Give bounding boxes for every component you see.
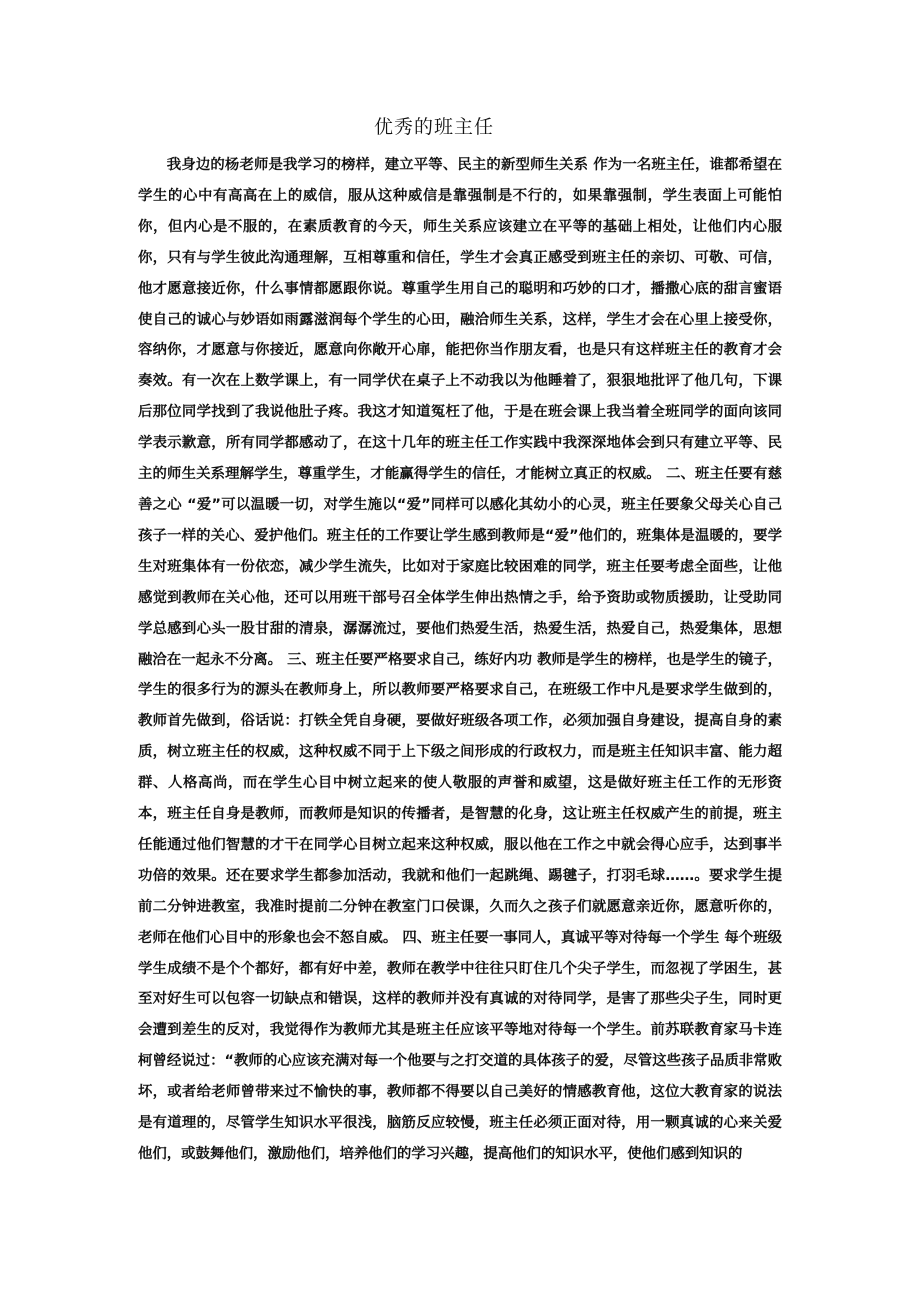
document-body-paragraph: 我身边的杨老师是我学习的榜样，建立平等、民主的新型师生关系 作为一名班主任，谁都希望在学生的心中有高高在上的威信，服从这种威信是靠强制是不行的，如果靠强制，学生表面上可能怕你，但内心是不服的，在素质教育的今天，师生关系应该建立在平等的基础上相处，让他们内心服你，只有与学生彼此沟通理解，互相尊重和信任，学生才会真正感受到班主任的亲切、可敬、可信，他才愿意接近你，什么事情都愿跟你说。尊重学生用自己的聪明和巧妙的口才，播撒心底的甜言蜜语使自己的诚心与妙语如雨露滋润每个学生的心田，融洽师生关系，这样，学生才会在心里上接受你，容纳你，才愿意与你接近，愿意向你敞开心扉，能把你当作朋友看，也是只有这样班主任的教育才会奏效。有一次在上数学课上，有一同学伏在桌子上不动我以为他睡着了，狠狠地批评了他几句，下课后那位同学找到了我说他肚子疼。我这才知道冤枉了他，于是在班会课上我当着全班同学的面向该同学表示歉意，所有同学都感动了，在这十几年的班主任工作实践中我深深地体会到只有建立平等、民主的师生关系理解学生，尊重学生，才能赢得学生的信任，才能树立真正的权威。 二、班主任要有慈善之心 “爱”可以温暖一切，对学生施以“爱”同样可以感化其幼小的心灵，班主任要象父母关心自己孩子一样的关心、爱护他们。班主任的工作要让学生感到教师是“爱”他们的，班集体是温暖的，要学生对班集体有一份依恋，减少学生流失，比如对于家庭比较困难的同学，班主任要考虑全面些，让他感觉到教师在关心他，还可以用班干部号召全体学生伸出热情之手，给予资助或物质援助，让受助同学总感到心头一股甘甜的清泉，潺潺流过，要他们热爱生活，热爱生活，热爱自己，热爱集体，思想融洽在一起永不分离。 三、班主任要严格要求自己，练好内功 教师是学生的榜样，也是学生的镜子，学生的很多行为的源头在教师身上，所以教师要严格要求自己，在班级工作中凡是要求学生做到的，教师首先做到，俗话说：打铁全凭自身硬，要做好班级各项工作，必须加强自身建设，提高自身的素质，树立班主任的权威，这种权威不同于上下级之间形成的行政权力，而是班主任知识丰富、能力超群、人格高尚，而在学生心目中树立起来的使人敬服的声誉和威望，这是做好班主任工作的无形资本，班主任自身是教师，而教师是知识的传播者，是智慧的化身，这让班主任权威产生的前提，班主任能通过他们智慧的才干在同学心目树立起来这种权威，服以他在工作之中就会得心应手，达到事半功倍的效果。还在要求学生都参加活动，我就和他们一起跳绳、踢毽子，打羽毛球……。要求学生提前二分钟进教室，我准时提前二分钟在教室门口侯课，久而久之孩子们就愿意亲近你，愿意听你的，老师在他们心目中的形象也会不怒自威。 四、班主任要一事同人，真诚平等对待每一个学生 每个班级学生成绩不是个个都好，都有好中差，教师在教学中往往只盯住几个尖子学生，而忽视了学困生，甚至对好生可以包容一切缺点和错误，这样的教师并没有真诚的对待同学，是害了那些尖子生，同时更会遭到差生的反对，我觉得作为教师尤其是班主任应该平等地对待每一个学生。前苏联教育家马卡连柯曾经说过：“教师的心应该充满对每一个他要与之打交道的具体孩子的爱，尽管这些孩子品质非常败坏，或者给老师曾带来过不愉快的事，教师都不得要以自己美好的情感教育他，这位大教育家的说法是有道理的，尽管学生知识水平很浅，脑筋反应较慢，班主任必须正面对待，用一颗真诚的心来关爱他们，或鼓舞他们，激励他们，培养他们的学习兴趣，提高他们的知识水平，使他们感到知识的: [138, 157, 782, 1162]
document-title: 优秀的班主任: [373, 116, 494, 138]
